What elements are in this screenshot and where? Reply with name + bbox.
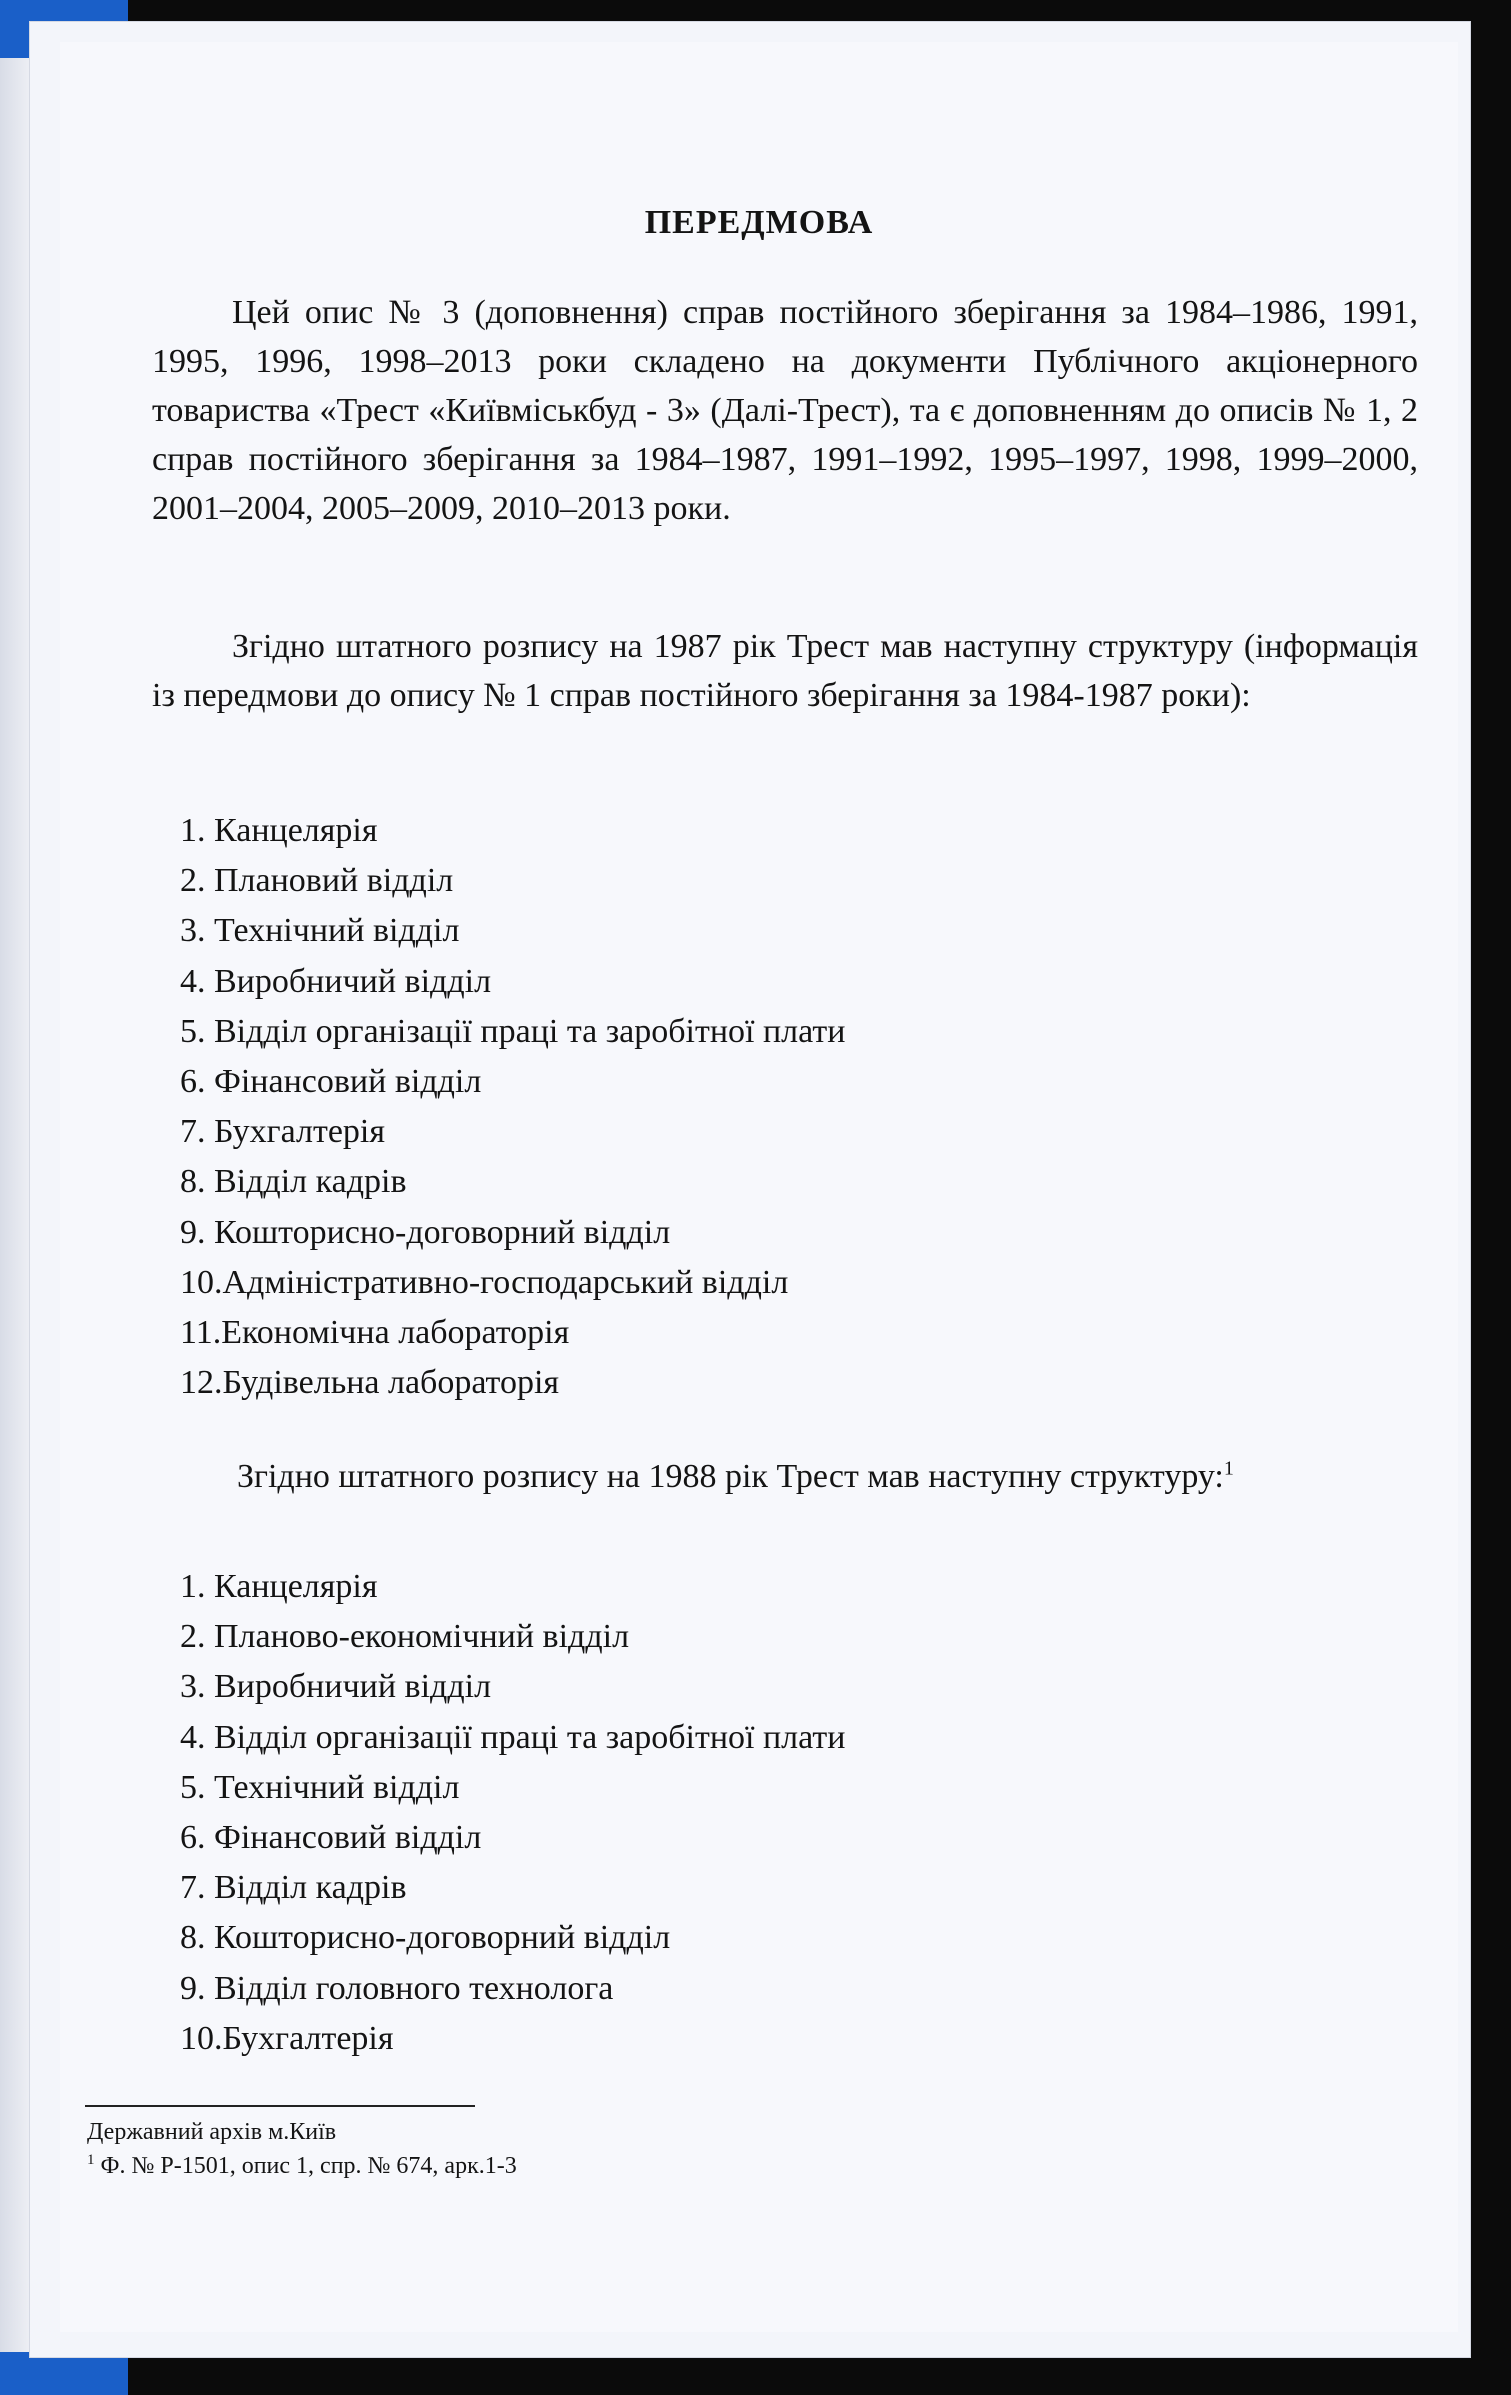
footnote-ref-text: Ф. № Р-1501, опис 1, спр. № 674, арк.1-3 [94,2153,517,2179]
intro-paragraph: Цей опис № 3 (доповнення) справ постійного зберігання за 1984–1986, 1991, 1995, 1996, 1998–2013 роки складено на документи Публічного акціонерного товариства «Трест «Київміськбуд - 3» (Далі-Трест), та є доповненням до описів № 1, 2 справ постійного зберігання за 1984–1987, 1991–1992, 1995–1997, 1998, 1999–2000, 2001–2004, 2005–2009, 2010–2013 роки. [152,294,1418,527]
structure-1987-intro: Згідно штатного розпису на 1987 рік Трест мав наступну структуру (інформація із передмови до опису № 1 справ постійного зберігання за 1984-1987 роки): [152,628,1418,714]
list-item: 7. Відділ кадрів [180,1869,407,1907]
list-item: 12.Будівельна лабораторія [180,1364,560,1402]
document-page [60,42,1458,2332]
list-item: 6. Фінансовий відділ [180,1819,482,1857]
footnote-archive: Державний архів м.Київ [87,2119,337,2145]
page-title: ПЕРЕДМОВА [644,204,874,241]
list-item: 1. Канцелярія [180,812,378,849]
footnote-reference [87,2145,517,2181]
structure-1988-list [180,1562,845,2064]
structure-1988-intro [152,1452,1418,1501]
list-item: 8. Відділ кадрів [180,1163,407,1201]
structure-1988-intro-text: Згідно штатного розпису на 1988 рік Трест мав наступну структуру: [237,1458,1224,1495]
footnote-mark: 1 [1223,1457,1234,1480]
list-item: 7. Бухгалтерія [180,1113,386,1151]
scan-edge [1471,0,1511,2395]
list-item: 3. Технічний відділ [180,912,460,950]
list-item: 8. Кошторисно-договорний відділ [180,1919,671,1957]
list-item: 9. Відділ головного технолога [180,1969,614,2007]
list-item: 6. Фінансовий відділ [180,1063,482,1101]
list-item: 11.Економічна лабораторія [180,1314,570,1352]
blue-tab-bottom [0,2352,128,2395]
list-item: 2. Планово-економічний відділ [180,1618,630,1656]
list-item: 4. Виробничий відділ [180,962,492,1000]
list-item: 4. Відділ організації праці та заробітної плати [180,1718,846,1756]
structure-1987-list [180,806,845,1408]
list-item: 5. Технічний відділ [180,1768,460,1806]
list-item: 5. Відділ організації праці та заробітної плати [180,1012,846,1050]
list-item: 10.Бухгалтерія [180,2019,394,2057]
list-item: 3. Виробничий відділ [180,1668,492,1706]
footnote-ref-mark: 1 [87,2152,95,2168]
list-item: 9. Кошторисно-договорний відділ [180,1213,671,1251]
footnote-divider [85,2105,475,2107]
list-item: 1. Канцелярія [180,1568,378,1605]
list-item: 10.Адміністративно-господарський відділ [180,1263,789,1301]
list-item: 2. Плановий відділ [180,862,454,900]
